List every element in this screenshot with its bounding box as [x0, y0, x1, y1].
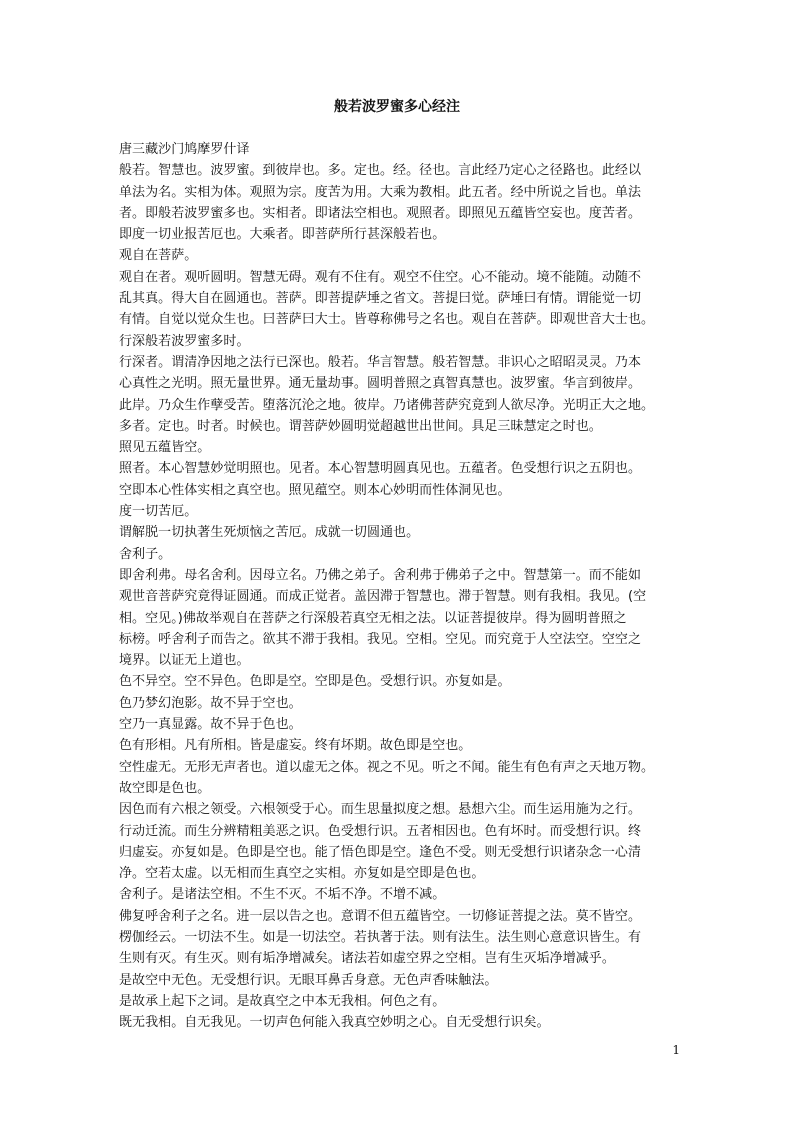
text-line: 空性虚无。无形无声者也。道以虚无之体。视之不见。听之不闻。能生有色有声之天地万物。 [119, 759, 655, 775]
document-title: 般若波罗蜜多心经注 [334, 99, 460, 115]
text-line: 谓解脱一切执著生死烦恼之苦厄。成就一切圆通也。 [119, 525, 420, 541]
text-line: 相。空见。)佛故举观自在菩萨之行深般若真空无相之法。以证菩提彼岸。得为圆明普照之 [119, 610, 627, 626]
text-line: 度一切苦厄。 [119, 504, 198, 520]
text-line: 色乃梦幻泡影。故不异于空也。 [119, 695, 302, 711]
text-line: 舍利子。 [119, 546, 172, 562]
text-line: 照见五蕴皆空。 [119, 440, 211, 456]
text-line: 观自在者。观听圆明。智慧无碍。观有不住有。观空不住空。心不能动。境不能随。动随不 [119, 269, 642, 285]
text-line: 此岸。乃众生作孽受苦。堕落沉沦之地。彼岸。乃诸佛菩萨究竟到人欲尽净。光明正大之地。 [119, 397, 655, 413]
text-line: 因色而有六根之领受。六根领受于心。而生思量拟度之想。悬想六尘。而生运用施为之行。 [119, 802, 642, 818]
text-line: 是故空中无色。无受想行识。无眼耳鼻舌身意。无色声香味触法。 [119, 972, 498, 988]
text-line: 照者。本心智慧妙觉明照也。见者。本心智慧明圆真见也。五蕴者。色受想行识之五阴也。 [119, 461, 642, 477]
text-line: 生则有灭。有生灭。则有垢净增减矣。诸法若如虚空界之空相。岂有生灭垢净增减乎。 [119, 951, 615, 967]
text-line: 归虚妄。亦复如是。色即是空也。能了悟色即是空。逢色不受。则无受想行识诸杂念一心清 [119, 844, 642, 860]
text-line: 行深般若波罗蜜多时。 [119, 333, 250, 349]
text-line: 行动迁流。而生分辨精粗美恶之识。色受想行识。五者相因也。色有坏时。而受想行识。终 [119, 823, 642, 839]
text-line: 楞伽经云。一切法不生。如是一切法空。若执著于法。则有法生。法生则心意意识皆生。有 [119, 929, 642, 945]
text-line: 色不异空。空不异色。色即是空。空即是色。受想行识。亦复如是。 [119, 674, 511, 690]
text-line: 境界。以证无上道也。 [119, 653, 250, 669]
text-line: 既无我相。自无我见。一切声色何能入我真空妙明之心。自无受想行识矣。 [119, 1015, 550, 1031]
text-line: 净。空若太虚。以无相而生真空之实相。亦复如是空即是色也。 [119, 866, 485, 882]
text-line: 故空即是色也。 [119, 780, 211, 796]
text-line: 空即本心性体实相之真空也。照见蕴空。则本心妙明而性体洞见也。 [119, 482, 511, 498]
text-line: 观世音菩萨究竟得证圆通。而成正觉者。盖因滞于智慧也。滞于智慧。则有我相。我见。(空 [119, 589, 647, 605]
text-line: 般若。智慧也。波罗蜜。到彼岸也。多。定也。经。径也。言此经乃定心之径路也。此经以 [119, 163, 642, 179]
text-line: 色有形相。凡有所相。皆是虚妄。终有坏期。故色即是空也。 [119, 738, 472, 754]
text-line: 乱其真。得大自在圆通也。菩萨。即菩提萨埵之省文。菩提曰觉。萨埵曰有情。谓能觉一切 [119, 291, 642, 307]
document-body [119, 139, 679, 1033]
text-line: 者。即般若波罗蜜多也。实相者。即诸法空相也。观照者。即照见五蕴皆空妄也。度苦者。 [119, 205, 642, 221]
text-line: 唐三藏沙门鸠摩罗什译 [119, 142, 250, 157]
page-number: 1 [672, 1043, 680, 1057]
text-line: 有情。自觉以觉众生也。曰菩萨曰大士。皆尊称佛号之名也。观自在菩萨。即观世音大士也。 [119, 312, 655, 328]
text-line: 行深者。谓清净因地之法行已深也。般若。华言智慧。般若智慧。非识心之昭昭灵灵。乃本 [119, 354, 642, 370]
text-line: 单法为名。实相为体。观照为宗。度苦为用。大乘为教相。此五者。经中所说之旨也。单法 [119, 184, 642, 200]
text-line: 即度一切业报苦厄也。大乘者。即菩萨所行甚深般若也。 [119, 227, 446, 243]
text-line: 佛复呼舍利子之名。进一层以告之也。意谓不但五蕴皆空。一切修证菩提之法。莫不皆空。 [119, 908, 642, 924]
text-line: 标榜。呼舍利子而告之。欲其不滞于我相。我见。空相。空见。而究竟于人空法空。空空之 [119, 631, 642, 647]
text-line: 空乃一真显露。故不异于色也。 [119, 717, 302, 733]
text-line: 是故承上起下之词。是故真空之中本无我相。何色之有。 [119, 993, 446, 1009]
text-line: 即舍利弗。母名舍利。因母立名。乃佛之弟子。舍利弗于佛弟子之中。智慧第一。而不能如 [119, 567, 642, 583]
text-line: 多者。定也。时者。时候也。谓菩萨妙圆明觉超越世出世间。具足三昧慧定之时也。 [119, 418, 602, 434]
text-line: 心真性之光明。照无量世界。通无量劫事。圆明普照之真智真慧也。波罗蜜。华言到彼岸。 [119, 376, 642, 392]
text-line: 观自在菩萨。 [119, 248, 198, 264]
text-line: 舍利子。是诸法空相。不生不灭。不垢不净。不增不减。 [119, 887, 446, 903]
